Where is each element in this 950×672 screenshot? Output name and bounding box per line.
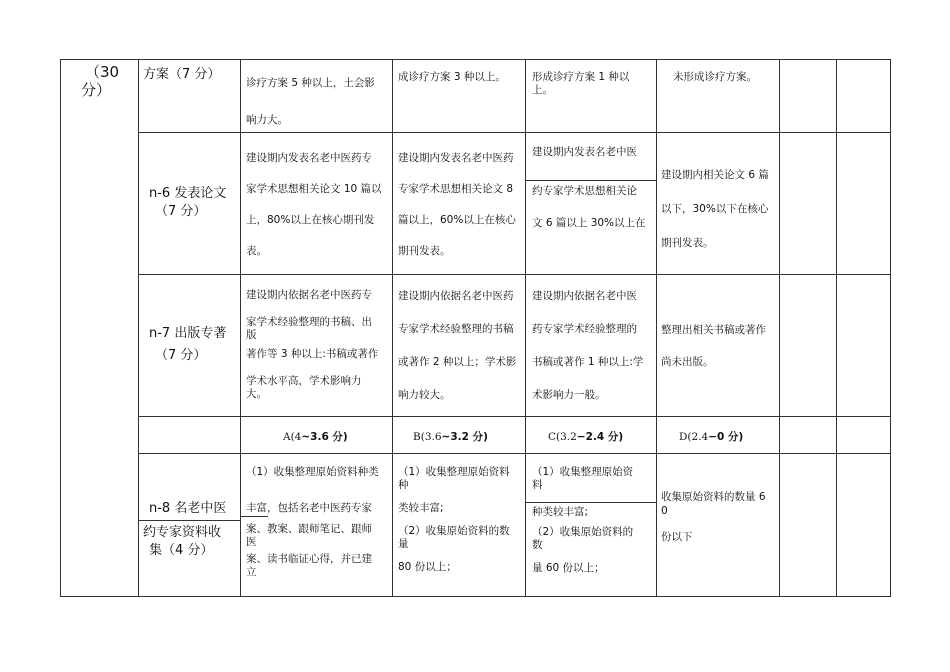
grade-b-header: B(3.6~3.2 分) [393,417,526,454]
grade-d-cell: 未形成诊疗方案。 [657,60,780,133]
score-cell [780,454,837,597]
grade-c-cell: 建设期内依据名老中医 药专家学术经验整理的 书稿或著作 1 种以上:学 术影响力一般。 [526,275,657,417]
grade-c-cell: （1）收集整理原始资 料 种类较丰富; （2）收集原始资料的 数 量 60 份以上； [526,454,657,597]
item-cell: 方案（7 分） [139,60,241,133]
grade-d-header: D(2.4−0 分) [657,417,780,454]
table-row [61,133,891,275]
item-cell: n-6 发表论文 （7 分） [139,133,241,275]
table-row [61,60,891,133]
grade-a-cell: 建设期内发表名老中医药专 家学术思想相关论文 10 篇以 上，80%以上在核心期刊发 表。 [241,133,393,275]
item-cell: n-7 出版专著 （7 分） [139,275,241,417]
item-cell [139,417,241,454]
section-score-cell [61,60,139,597]
grade-b-cell: （1）收集整理原始资料 种 类较丰富; （2）收集原始资料的数 量 80 份以上； [393,454,526,597]
grade-d-cell: 建设期内相关论文 6 篇 以下，30%以下在核心 期刊发表。 [657,133,780,275]
score-cell [780,417,837,454]
remark-cell [837,133,891,275]
table-row [61,275,891,417]
section-score: （30 分） [81,63,120,99]
grade-c-cell: 形成诊疗方案 1 种以 上。 [526,60,657,133]
grade-d-cell: 收集原始资料的数量 6 0 份以下 [657,454,780,597]
grade-b-cell: 建设期内依据名老中医药 专家学术经验整理的书稿 或著作 2 种以上；学术影 响力较大。 [393,275,526,417]
score-cell [780,133,837,275]
grade-c-header: C(3.2−2.4 分) [526,417,657,454]
grade-a-header: A(4~3.6 分) [241,417,393,454]
grade-a-cell: 诊疗方案 5 种以上，土会影 响力大。 [241,60,393,133]
remark-cell [837,275,891,417]
remark-cell [837,417,891,454]
table-row [61,454,891,597]
evaluation-table [60,59,891,597]
score-cell [780,60,837,133]
grade-d-cell: 整理出相关书稿或著作 尚未出版。 [657,275,780,417]
grade-b-cell: 成诊疗方案 3 种以上。 [393,60,526,133]
score-cell [780,275,837,417]
grade-a-cell: 建设期内依据名老中医药专 家学术经验整理的书稿、出 版 著作等 3 种以上:书稿或著作 学术水平高，学术影响力 大。 [241,275,393,417]
item-cell: n-8 名老中医 约专家资料收 集（4 分） [139,454,241,597]
grade-c-cell: 建设期内发表名老中医 约专家学术思想相关论 文 6 篇以上 30%以上在 [526,133,657,275]
remark-cell [837,60,891,133]
grade-a-cell: （1）收集整理原始资料种类 丰富，包括名老中医药专家 案、教案、跟师笔记、跟师 医 案、读书临证心得，并已建 立 [241,454,393,597]
grade-header-row [61,417,891,454]
grade-b-cell: 建设期内发表名老中医药 专家学术思想相关论文 8 篇以上，60%以上在核心 期刊发表。 [393,133,526,275]
remark-cell [837,454,891,597]
